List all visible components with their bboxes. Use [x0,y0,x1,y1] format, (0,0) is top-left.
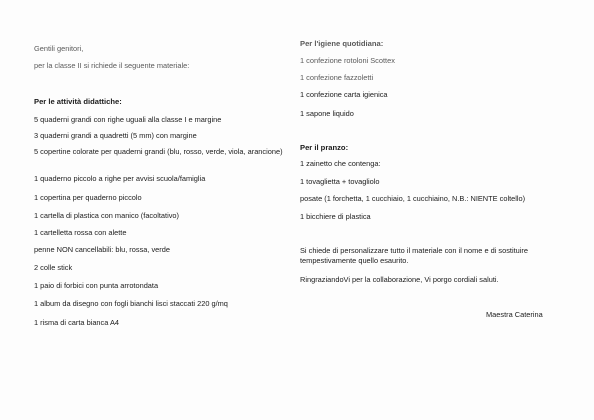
list-item: 1 quaderno piccolo a righe per avvisi scuola/famiglia [34,174,206,183]
list-item: posate (1 forchetta, 1 cucchiaio, 1 cucchiaino, N.B.: NIENTE coltello) [300,194,526,203]
list-item: 2 colle stick [34,263,73,272]
list-item: 1 bicchiere di plastica [300,212,371,221]
list-item: 1 cartella di plastica con manico (facoltativo) [34,211,180,220]
greeting: Gentili genitori, [34,44,84,53]
list-item: 1 paio di forbici con punta arrotondata [34,281,159,290]
list-item: 1 cartelletta rossa con alette [34,228,127,237]
signature: Maestra Caterina [486,310,543,319]
list-item: 1 confezione carta igienica [300,90,388,99]
list-item: 3 quaderni grandi a quadretti (5 mm) con margine [34,131,197,140]
hygiene-heading: Per l'igiene quotidiana: [300,39,384,48]
list-item: 1 confezione fazzoletti [300,73,374,82]
intro-text: per la classe II si richiede il seguente materiale: [34,61,190,70]
list-item: 5 copertine colorate per quaderni grandi (blu, rosso, verde, viola, arancione) [34,147,283,156]
list-item: 1 copertina per quaderno piccolo [34,193,142,202]
didactic-heading: Per le attività didattiche: [34,97,122,106]
list-item: 1 album da disegno con fogli bianchi lisci staccati 220 g/mq [34,299,228,308]
personalize-note: Si chiede di personalizzare tutto il materiale con il nome e di sostituire tempestivamente quello esaurito. [300,246,528,265]
list-item: 1 sapone liquido [300,109,354,118]
list-item: 1 risma di carta bianca A4 [34,318,120,327]
list-item: 5 quaderni grandi con righe uguali alla classe I e margine [34,115,222,124]
list-item: 1 zainetto che contenga: [300,159,381,168]
list-item: 1 tovaglietta + tovagliolo [300,177,380,186]
lunch-heading: Per il pranzo: [300,143,349,152]
list-item: penne NON cancellabili: blu, rossa, verde [34,245,170,254]
thanks-text: RingraziandoVi per la collaborazione, Vi porgo cordiali saluti. [300,275,499,284]
list-item: 1 confezione rotoloni Scottex [300,56,395,65]
